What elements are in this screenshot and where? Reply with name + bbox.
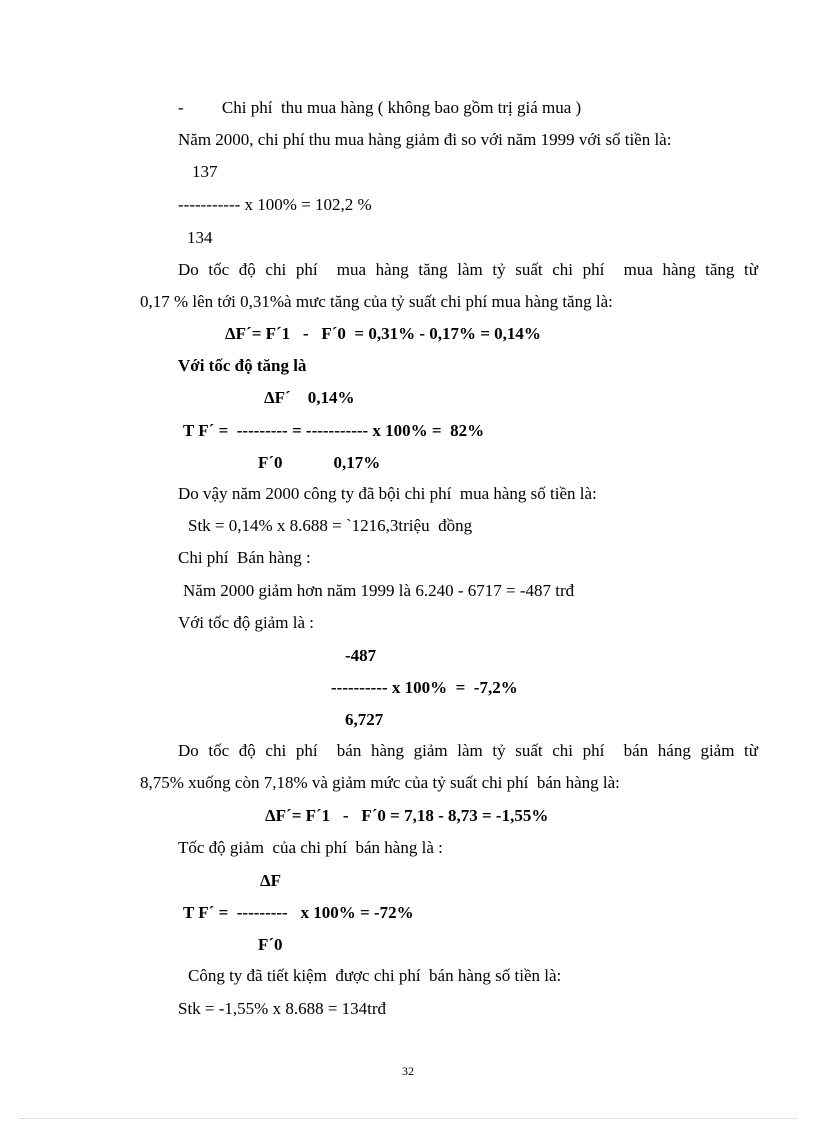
formula-line: F´0 0,17%: [258, 453, 381, 472]
text-line: 137: [192, 162, 218, 181]
text-line: Năm 2000, chi phí thu mua hàng giảm đi so với năm 1999 với số tiền là:: [178, 130, 672, 149]
page-bottom-divider: [20, 1118, 796, 1119]
formula-line: F´0: [258, 935, 283, 954]
text-line: Với tốc độ giảm là :: [178, 613, 314, 632]
text-line: Do tốc độ chi phí bán hàng giảm làm tỷ suất chi phí bán háng giảm từ: [178, 741, 758, 760]
text-line: Với tốc độ tăng là: [178, 356, 307, 375]
text-line: Do tốc độ chi phí mua hàng tăng làm tỷ suất chi phí mua hàng tăng từ: [178, 260, 758, 279]
formula-line: T F´ = --------- x 100% = -72%: [183, 903, 414, 922]
formula-line: ΔF: [260, 871, 282, 890]
text-line: ----------- x 100% = 102,2 %: [178, 195, 372, 214]
text-line: Do vậy năm 2000 công ty đã bội chi phí mua hàng số tiền là:: [178, 484, 597, 503]
text-line: Công ty đã tiết kiệm được chi phí bán hàng số tiền là:: [188, 966, 562, 985]
formula-line: ΔF´ 0,14%: [264, 388, 355, 407]
formula-line: ---------- x 100% = -7,2%: [331, 678, 518, 697]
formula-line: -487: [345, 646, 377, 665]
formula-line: 6,727: [345, 710, 384, 729]
text-line: Stk = -1,55% x 8.688 = 134trđ: [178, 999, 387, 1018]
text-line: 0,17 % lên tới 0,31%à mưc tăng của tỷ suất chi phí mua hàng tăng là:: [140, 292, 613, 311]
formula-line: ΔF´= F´1 - F´0 = 7,18 - 8,73 = -1,55%: [265, 806, 549, 825]
text-line: 8,75% xuống còn 7,18% và giảm mức của tỷ suất chi phí bán hàng là:: [140, 773, 620, 792]
text-line: Stk = 0,14% x 8.688 = `1216,3triệu đồng: [188, 516, 473, 535]
text-line: - Chi phí thu mua hàng ( không bao gồm trị giá mua ): [178, 98, 582, 117]
formula-line: ΔF´= F´1 - F´0 = 0,31% - 0,17% = 0,14%: [225, 324, 541, 343]
page-number: 32: [402, 1064, 414, 1078]
section-heading: Chi phí Bán hàng :: [178, 548, 311, 567]
formula-line: T F´ = --------- = ----------- x 100% = 82%: [183, 421, 485, 440]
text-line: 134: [187, 228, 213, 247]
text-line: Tốc độ giảm của chi phí bán hàng là :: [178, 838, 443, 857]
text-line: Năm 2000 giảm hơn năm 1999 là 6.240 - 6717 = -487 trđ: [183, 581, 575, 600]
